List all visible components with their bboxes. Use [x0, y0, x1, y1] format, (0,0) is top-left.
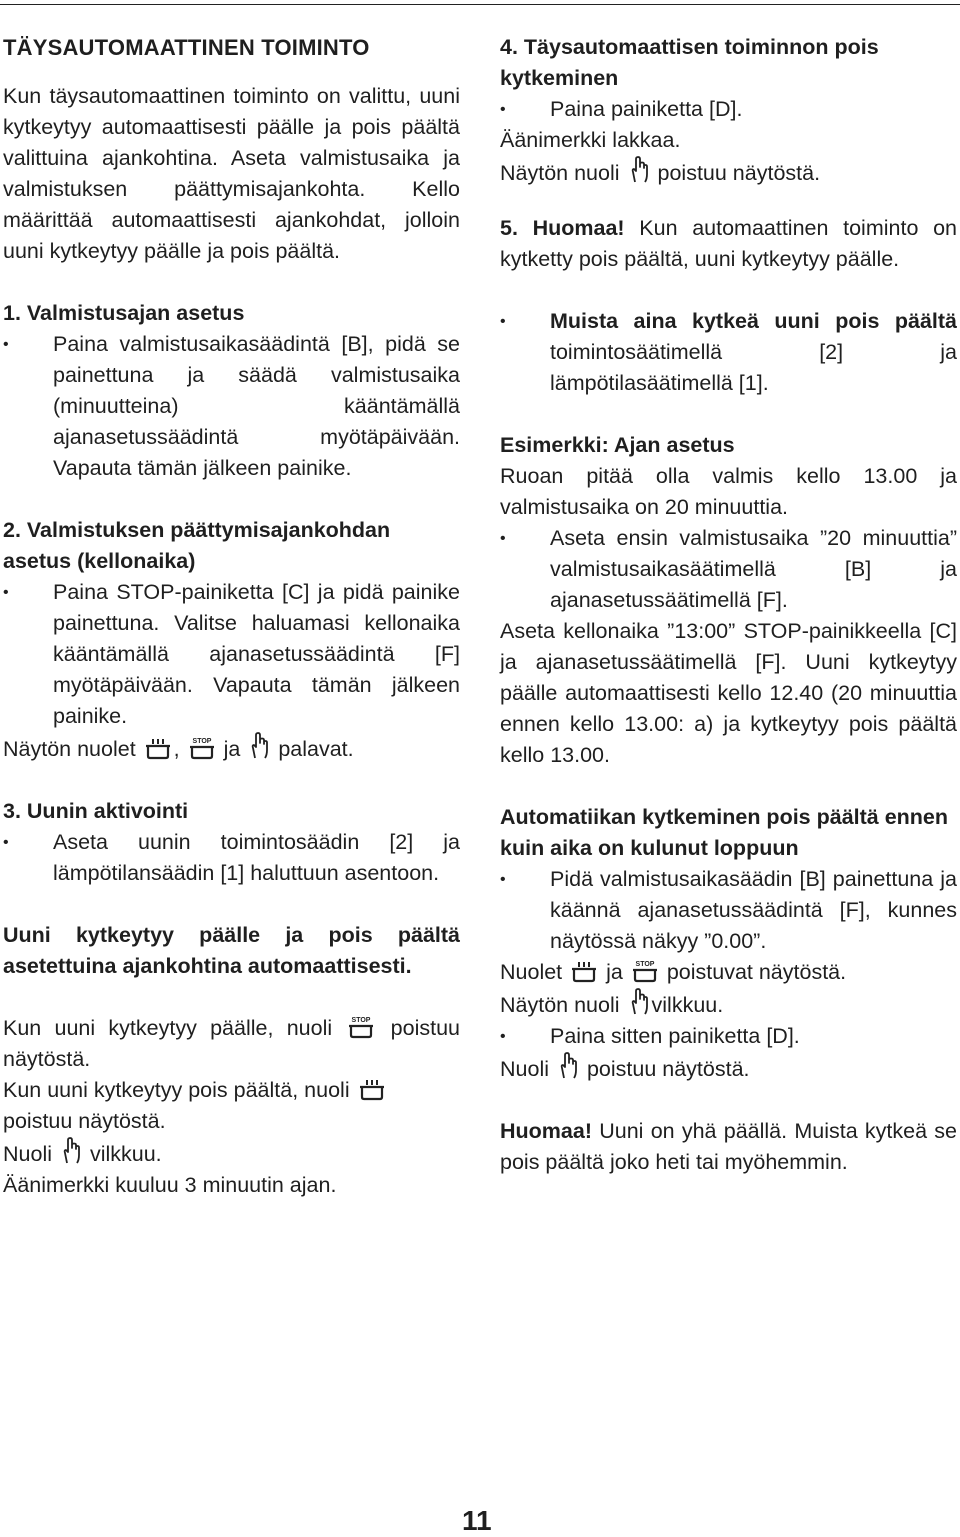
example-bullet: • Aseta ensin valmistusaika ”20 minuuttia” valmistusaikasäätimellä [B] ja ajanasetussäätimellä [F].: [500, 523, 957, 616]
pot-icon: [570, 959, 598, 983]
section-2-arrows-line: [3, 732, 460, 765]
final-note: [500, 1116, 957, 1178]
arrows-text-b: ,: [173, 737, 180, 761]
intro-paragraph: Kun täysautomaattinen toiminto on valittu, uuni kytkeytyy automaattisesti päälle ja pois päältä valittuina ajankohtina. Aseta valmistusaika ja valmistuksen päättymisajankohta. Kello määrittää automaattisesti ajankohdat, jolloin uuni kytkeytyy päälle ja pois päältä.: [3, 84, 460, 263]
arrows-text-d: palavat.: [278, 737, 354, 761]
svg-text:STOP: STOP: [192, 738, 212, 745]
hand-pointer-icon: [628, 988, 650, 1016]
reminder-bold: Muista aina kytkeä uuni pois päältä: [550, 309, 957, 333]
auto-gone-text-a: Nuoli: [500, 1057, 549, 1081]
left-column: [3, 32, 460, 1201]
section-3-heading: 3. Uunin aktivointi: [3, 799, 189, 823]
hand-pointer-icon: [60, 1137, 82, 1165]
section-4-heading: 4. Täysautomaattisen toiminnon pois kytkeminen: [500, 35, 879, 90]
pot-icon: [358, 1077, 386, 1101]
section-5-paragraph: [500, 213, 957, 275]
section-1-bullet: • Paina valmistusaikasäädintä [B], pidä se painettuna ja säädä valmistusaika (minuutteina) kääntämällä ajanasetussäädintä myötäpäivään. Vapauta tämän jälkeen painike.: [3, 329, 460, 484]
section-4-bullet: • Paina painiketta [D].: [500, 94, 957, 125]
svg-text:STOP: STOP: [351, 1017, 371, 1024]
reminder-text: toimintosäätimellä [2] ja lämpötilasäätimellä [1].: [550, 340, 957, 395]
auto-off-arrows-line: [500, 957, 957, 988]
auto-off-heading: Automatiikan kytkeminen pois päältä ennen kuin aika on kulunut loppuun: [500, 805, 949, 860]
stop-pot-icon: [188, 736, 216, 760]
on-text-a: Kun uuni kytkeytyy päälle, nuoli: [3, 1016, 333, 1040]
auto-arrows-text-c: poistuvat näytöstä.: [666, 960, 847, 984]
s4-arrow-text-b: poistuu näytöstä.: [657, 161, 821, 185]
hand-pointer-icon: [557, 1052, 579, 1080]
arrows-text-a: Näytön nuolet: [3, 737, 136, 761]
right-column: [500, 32, 957, 1178]
section-4-arrow-line: [500, 156, 957, 189]
auto-off-blink-line: [500, 988, 957, 1021]
section-3-bullet: • Aseta uunin toimintosäädin [2] ja lämpötilansäädin [1] haluttuun asentoon.: [3, 827, 460, 889]
pot-icon: [144, 736, 172, 760]
section-1-heading: 1. Valmistusajan asetus: [3, 301, 245, 325]
s4-arrow-text-a: Näytön nuoli: [500, 161, 620, 185]
stop-pot-icon: [347, 1015, 375, 1039]
blink-text-b: vilkkuu.: [89, 1142, 162, 1166]
hand-pointer-icon: [248, 732, 270, 760]
stop-pot-icon: [631, 959, 659, 983]
off-text-a: Kun uuni kytkeytyy pois päältä, nuoli: [3, 1078, 350, 1102]
hand-pointer-icon: [628, 156, 650, 184]
bold-note: Uuni kytkeytyy päälle ja pois päältä asetettuina ajankohtina automaattisesti.: [3, 923, 460, 978]
auto-arrows-text-a: Nuolet: [500, 960, 563, 984]
blink-line: [3, 1137, 460, 1170]
blink-text-a: Nuoli: [3, 1142, 52, 1166]
page-title: TÄYSAUTOMAATTINEN TOIMINTO: [3, 35, 370, 60]
section-5-label: 5. Huomaa!: [500, 216, 625, 240]
reminder-bullet: [500, 306, 957, 399]
arrows-text-c: ja: [223, 737, 241, 761]
auto-blink-text-b: vilkkuu.: [651, 993, 724, 1017]
example-heading: Esimerkki: Ajan asetus: [500, 433, 735, 457]
off-line: [3, 1075, 460, 1137]
on-line: [3, 1013, 460, 1075]
example-paragraph-1: Ruoan pitää olla valmis kello 13.00 ja valmistusaika on 20 minuuttia.: [500, 464, 957, 519]
auto-off-bullet-1: • Pidä valmistusaikasäädin [B] painettuna ja käännä ajanasetussäädintä [F], kunnes näytössä näkyy ”0.00”.: [500, 864, 957, 957]
final-note-label: Huomaa!: [500, 1119, 592, 1143]
section-5-text: Kun automaattinen toiminto on kytketty pois päältä, uuni kytkeytyy päälle.: [500, 216, 957, 271]
final-note-text: Uuni on yhä päällä. Muista kytkeä se pois päältä joko heti tai myöhemmin.: [500, 1119, 957, 1174]
auto-off-bullet-2: • Paina sitten painiketta [D].: [500, 1021, 957, 1052]
auto-off-gone-line: [500, 1052, 957, 1085]
top-rule: [0, 4, 960, 5]
section-2-bullet: • Paina STOP-painiketta [C] ja pidä painike painettuna. Valitse haluamasi kellonaika kääntämällä ajanasetussäädintä [F] myötäpäivään. Vapauta tämän jälkeen painike.: [3, 577, 460, 732]
svg-text:STOP: STOP: [635, 961, 655, 968]
example-paragraph-2: Aseta kellonaika ”13:00” STOP-painikkeella [C] ja ajanasetussäätimellä [F]. Uuni kytkeytyy päälle automaattisesti kello 12.40 (20 minuuttia ennen kello 13.00: a) ja kytkeytyy pois päältä kello 13.00.: [500, 619, 957, 767]
auto-arrows-text-b: ja: [606, 960, 623, 984]
auto-blink-text-a: Näytön nuoli: [500, 993, 620, 1017]
auto-gone-text-b: poistuu näytöstä.: [586, 1057, 750, 1081]
section-2-heading: 2. Valmistuksen päättymisajankohdan asetus (kellonaika): [3, 518, 391, 573]
beep-line: Äänimerkki kuuluu 3 minuutin ajan.: [3, 1173, 337, 1197]
off-text-b: poistuu näytöstä.: [3, 1109, 166, 1133]
page-number: 11: [462, 1505, 492, 1536]
on-text-b: poistuu näytöstä.: [3, 1016, 460, 1071]
section-4-beep: Äänimerkki lakkaa.: [500, 128, 681, 152]
